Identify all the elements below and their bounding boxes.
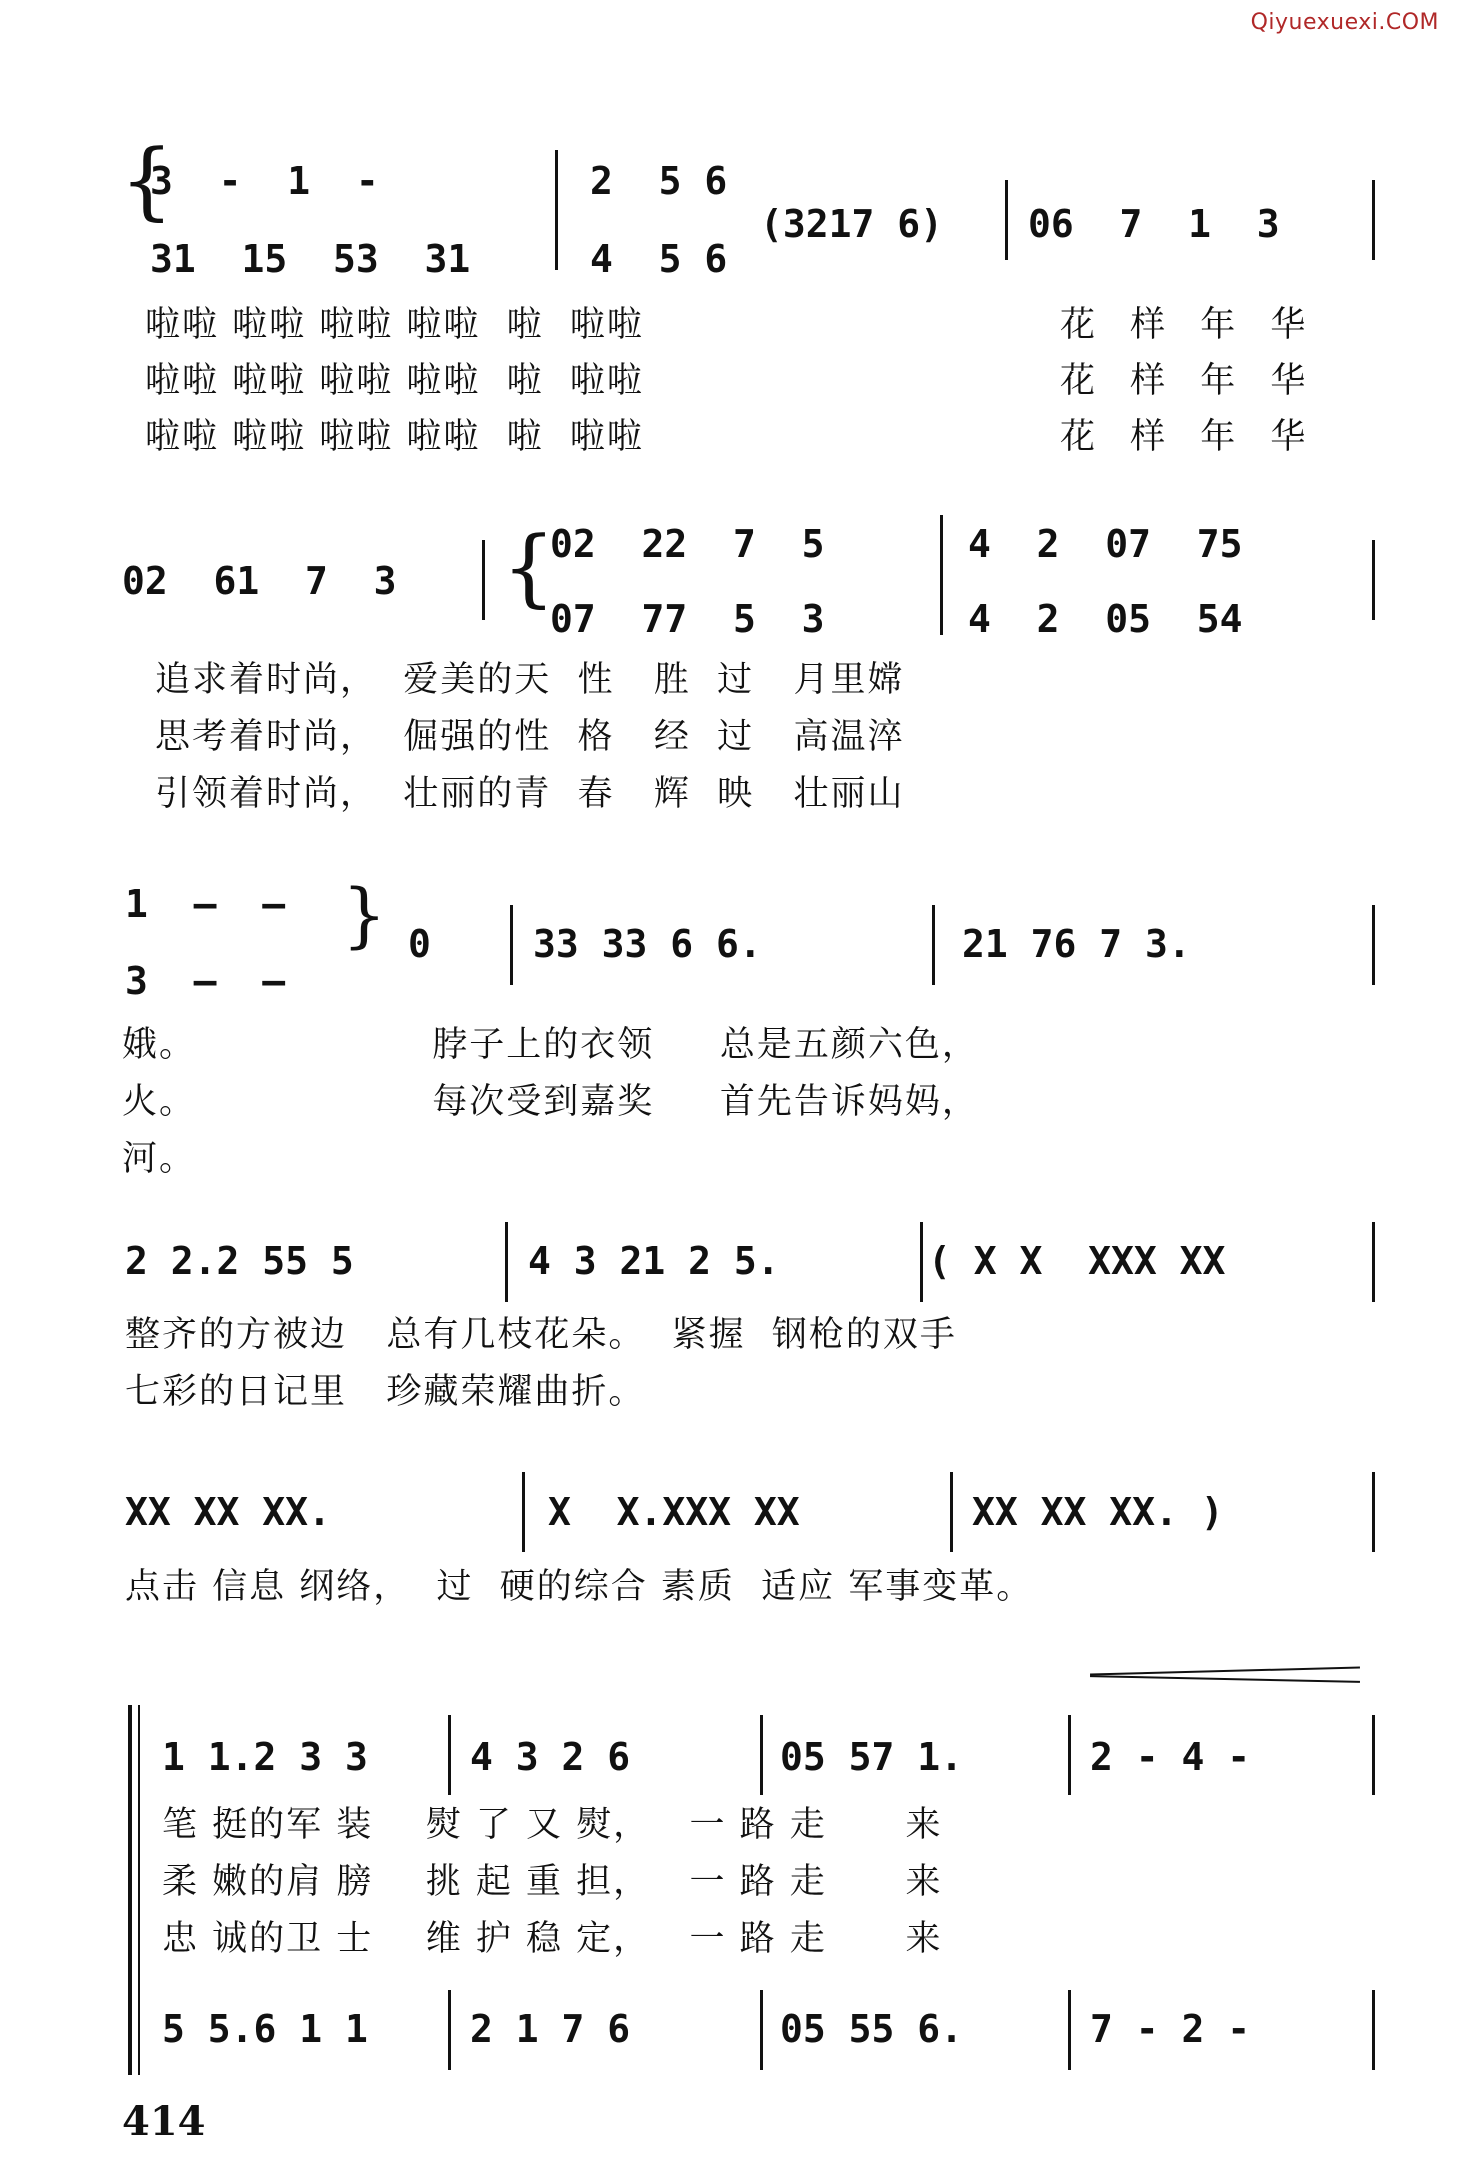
barline [522,1472,525,1552]
system-bracket [128,1705,132,2075]
brace: { [120,131,174,229]
lyric-line-2: 啦啦 啦啦 啦啦 啦啦 啦 啦啦 [145,361,644,401]
notes-m1: XX XX XX. [125,1490,331,1534]
lyric-line-3: 忠 诚的卫 士 维 护 稳 定， 一 路 走 来 [162,1919,943,1959]
notes-lower-m2: 4 5 6 [590,237,728,281]
barline [448,1990,451,2070]
notes-upper-m3: 05 57 1. [780,1735,964,1779]
notes-lower-m3: 05 55 6. [780,2007,964,2051]
barline [1068,1715,1071,1795]
barline [760,1990,763,2070]
notes-lower-m1: 3 – – [125,959,286,1003]
notes-lower-m1: 5 5.6 1 1 [162,2007,368,2051]
barline [1372,1472,1375,1552]
notes-m1: 2 2.2 55 5 [125,1239,354,1283]
barline [1372,905,1375,985]
barline [1372,180,1375,260]
notes-upper-m2: 02 22 7 5 [550,522,825,566]
barline [1372,1715,1375,1795]
lyric-line-3: 啦啦 啦啦 啦啦 啦啦 啦 啦啦 [145,417,644,457]
notes-upper-m3: 4 2 07 75 [968,522,1243,566]
barline [760,1715,763,1795]
lyric-line-2: 思考着时尚， 倔强的性 格 经 过 高温淬 [155,717,905,757]
barline [1005,180,1008,260]
barline [950,1472,953,1552]
notes-interlude: (3217 6) [760,202,944,246]
lyric-line-1: 笔 挺的军 装 熨 了 又 熨， 一 路 走 来 [162,1805,943,1845]
notes-upper-m1: 3 - 1 - [150,159,379,203]
rest: 0 [408,922,431,966]
barline [555,150,558,270]
brace: } [342,874,387,956]
lyric-right-3: 花 样 年 华 [1060,417,1318,457]
barline [1372,1222,1375,1302]
barline [1372,1990,1375,2070]
lyric-right-2: 花 样 年 华 [1060,361,1318,401]
notes-lower-m2: 2 1 7 6 [470,2007,631,2051]
lyric-right-1: 花 样 年 华 [1060,305,1318,345]
lyric-line-2: 火。 每次受到嘉奖 首先告诉妈妈， [122,1082,979,1122]
barline [482,540,485,620]
barline [448,1715,451,1795]
notes-m3: 21 76 7 3. [962,922,1191,966]
notes-lower-m2: 07 77 5 3 [550,597,825,641]
notes-upper-m4: 2 - 4 - [1090,1735,1251,1779]
notes-upper-m2: 4 3 2 6 [470,1735,631,1779]
lyric-line-3: 河。 [122,1139,197,1179]
crescendo-line [1090,1675,1360,1683]
barline [1068,1990,1071,2070]
barline [1372,540,1375,620]
notes-lower-m4: 7 - 2 - [1090,2007,1251,2051]
notes-m2: 33 33 6 6. [533,922,762,966]
lyric-line-1: 追求着时尚， 爱美的天 性 胜 过 月里嫦 [155,660,905,700]
notes-m3: 06 7 1 3 [1028,202,1280,246]
notes-m3: ( X X XXX XX [928,1239,1226,1283]
lyric-line-1: 整齐的方被边 总有几枝花朵。 紧握 钢枪的双手 [125,1315,957,1355]
watermark-logo: Qiyuexuexi.COM [1250,10,1439,35]
system-bracket [138,1705,140,2075]
lyric-line-2: 七彩的日记里 珍藏荣耀曲折。 [125,1372,646,1412]
notes-m2: X X.XXX XX [548,1490,800,1534]
barline [940,515,943,635]
notes-lower-m1: 31 15 53 31 [150,237,471,281]
notes-upper-m1: 1 1.2 3 3 [162,1735,368,1779]
barline [920,1222,923,1302]
barline [505,1222,508,1302]
lyric-line-2: 柔 嫩的肩 膀 挑 起 重 担， 一 路 走 来 [162,1862,943,1902]
lyric-line-1: 娥。 脖子上的衣领 总是五颜六色， [122,1025,979,1065]
barline [510,905,513,985]
crescendo-line [1090,1666,1360,1675]
page-number: 414 [122,2098,206,2145]
notes-lower-m3: 4 2 05 54 [968,597,1243,641]
lyric-line-3: 引领着时尚， 壮丽的青 春 辉 映 壮丽山 [155,774,905,814]
brace: { [502,518,556,616]
notes-m1: 02 61 7 3 [122,559,397,603]
notes-upper-m1: 1 – – [125,882,286,926]
notes-m2: 4 3 21 2 5. [528,1239,780,1283]
notes-m3: XX XX XX. ) [972,1490,1224,1534]
lyric-line-1: 点击 信息 纲络， 过 硬的综合 素质 适应 军事变革。 [125,1567,1034,1607]
barline [932,905,935,985]
notes-upper-m2: 2 5 6 [590,159,728,203]
lyric-line-1: 啦啦 啦啦 啦啦 啦啦 啦 啦啦 [145,305,644,345]
